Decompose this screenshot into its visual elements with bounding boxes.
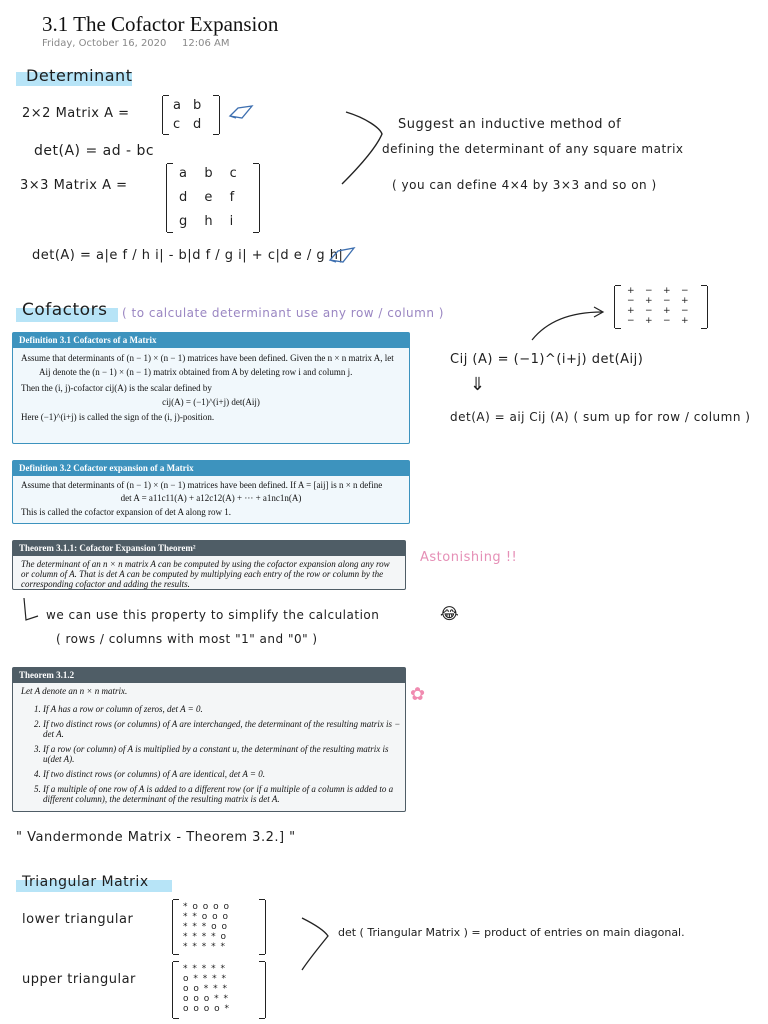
bracket-arrow-icon: [338, 108, 388, 188]
vandermonde-note: " Vandermonde Matrix - Theorem 3.2.] ": [16, 830, 296, 845]
bracket-arrow-icon: [298, 914, 332, 974]
m3-i: i: [229, 214, 234, 229]
sign: +: [627, 306, 635, 316]
sign: −: [663, 296, 671, 306]
curved-arrow-icon: [528, 304, 608, 344]
theorem-item: 3. If a row (or column) of A is multiplied by a constant u, the determinant of the resulting matrix is u(det A).: [43, 744, 405, 764]
definition-3-1: [12, 332, 410, 444]
definition-title: Definition 3.1 Cofactors of a Matrix: [13, 333, 409, 348]
sign: +: [681, 296, 689, 306]
m3-a: a: [179, 166, 187, 181]
pen-icon: [328, 246, 356, 264]
matrix-row: * * * * o: [183, 932, 227, 942]
definition-formula: cij(A) = (−1)^(i+j) det(Aij): [162, 397, 260, 407]
note-inductive-3: ( you can define 4×4 by 3×3 and so on ): [392, 178, 657, 192]
section-heading-determinant: Determinant: [26, 66, 133, 85]
matrix-row: o * * * *: [183, 974, 227, 984]
m3-h: h: [204, 214, 213, 229]
sign: −: [645, 306, 653, 316]
m3-g: g: [179, 214, 188, 229]
sign: −: [627, 296, 635, 306]
cofactors-note: ( to calculate determinant use any row / column ): [122, 306, 444, 320]
sign: +: [681, 316, 689, 326]
lower-triangular-label: lower triangular: [22, 912, 134, 927]
section-heading-cofactors: Cofactors: [22, 300, 108, 320]
m3-e: e: [204, 190, 213, 205]
theorem-item: 4. If two distinct rows (or columns) of A are identical, det A = 0.: [43, 769, 405, 779]
matrix-row: o o * * *: [183, 984, 228, 994]
sign: +: [663, 286, 671, 296]
definition-formula: det A = a11c11(A) + a12c12(A) + ··· + a1nc1n(A): [120, 493, 302, 503]
triangular-result: det ( Triangular Matrix ) = product of entries on main diagonal.: [338, 926, 685, 939]
upper-triangular-matrix: [172, 962, 266, 1018]
det2-formula: det(A) = ad - bc: [34, 143, 155, 159]
sign: −: [645, 286, 653, 296]
definition-text: Here (−1)^(i+j) is called the sign of the (i, j)-position.: [21, 412, 215, 422]
sign: −: [627, 316, 635, 326]
matrix-3x3: [166, 164, 260, 232]
matrix-2x2: [162, 96, 220, 134]
matrix-row: * * * * *: [183, 964, 226, 974]
theorem-3-1-2: [12, 667, 406, 812]
flower-icon: ✿: [410, 684, 426, 705]
theorem-3-1-1: [12, 540, 406, 590]
laughing-emoji-icon: 😂: [440, 604, 460, 623]
m3-f: f: [229, 190, 235, 205]
sign: +: [663, 306, 671, 316]
sign: +: [645, 316, 653, 326]
note-inductive-2: defining the determinant of any square matrix: [382, 142, 684, 156]
matrix3-label: 3×3 Matrix A =: [20, 178, 128, 193]
theorem-item: 1. If A has a row or column of zeros, det A = 0.: [43, 704, 405, 714]
page-title: 3.1 The Cofactor Expansion: [42, 12, 279, 36]
matrix-row: * * o o o: [183, 912, 229, 922]
definition-text: Assume that determinants of (n − 1) × (n − 1) matrices have been defined. If A = [aij] is n × n define: [21, 480, 383, 490]
usage-note-1: we can use this property to simplify the calculation: [46, 608, 380, 622]
m2-b: b: [193, 98, 202, 113]
matrix-row: * * * * *: [183, 942, 226, 952]
m3-c: c: [229, 166, 237, 181]
theorem-item: 5. If a multiple of one row of A is added to a different row (or if a multiple of a column is added to a different column), the determinant of the resulting matrix is det A.: [43, 784, 405, 804]
theorem-item: 2. If two distinct rows (or columns) of A are interchanged, the determinant of the resulting matrix is − det A.: [43, 719, 405, 739]
sign-matrix: [614, 286, 708, 328]
theorem-title: Theorem 3.1.1: Cofactor Expansion Theorem²: [13, 541, 405, 556]
definition-3-2: [12, 460, 410, 524]
definition-text: Aij denote the (n − 1) × (n − 1) matrix obtained from A by deleting row i and column j.: [39, 367, 353, 377]
m2-d: d: [193, 117, 202, 132]
det3-formula: det(A) = a|e f / h i| - b|d f / g i| + c|d e / g h|: [32, 248, 344, 263]
cofactor-formula: Cij (A) = (−1)^(i+j) det(Aij): [450, 352, 644, 367]
note-date: Friday, October 16, 2020: [42, 38, 167, 49]
section-heading-triangular: Triangular Matrix: [22, 874, 149, 890]
theorem-list: [13, 704, 405, 804]
m3-d: d: [179, 190, 188, 205]
definition-text: Assume that determinants of (n − 1) × (n − 1) matrices have been defined. Given the n × n matrix A, let: [21, 353, 394, 363]
matrix-row: * * * o o: [183, 922, 228, 932]
theorem-intro: Let A denote an n × n matrix.: [21, 686, 128, 696]
definition-text: Then the (i, j)-cofactor cij(A) is the scalar defined by: [21, 383, 212, 393]
sign: +: [645, 296, 653, 306]
pen-icon: [228, 104, 254, 120]
det-sum-formula: det(A) = aij Cij (A) ( sum up for row / column ): [450, 410, 751, 424]
note-inductive-1: Suggest an inductive method of: [398, 117, 622, 132]
matrix2-label: 2×2 Matrix A =: [22, 106, 130, 121]
matrix-row: o o o * *: [183, 994, 229, 1004]
theorem-text: The determinant of an n × n matrix A can be computed by using the cofactor expansion along any row or column of A. That is det A can be computed by multiplying each entry of the row or column by the corresponding cofactor and adding the results.: [21, 559, 390, 589]
astonishing-comment: Astonishing !!: [420, 550, 518, 565]
matrix-row: * o o o o: [183, 902, 230, 912]
definition-text: This is called the cofactor expansion of det A along row 1.: [21, 507, 231, 517]
down-arrow-icon: ⇓: [470, 374, 486, 395]
m2-c: c: [173, 117, 181, 132]
upper-triangular-label: upper triangular: [22, 972, 136, 987]
m3-b: b: [204, 166, 213, 181]
sign: −: [663, 316, 671, 326]
definition-title: Definition 3.2 Cofactor expansion of a Matrix: [13, 461, 409, 476]
m2-a: a: [173, 98, 181, 113]
sign: +: [627, 286, 635, 296]
matrix-row: o o o o *: [183, 1004, 230, 1014]
arrow-icon: [20, 596, 42, 626]
usage-note-2: ( rows / columns with most "1" and "0" ): [56, 632, 318, 646]
lower-triangular-matrix: [172, 900, 266, 954]
note-time: 12:06 AM: [182, 38, 230, 49]
sign: −: [681, 286, 689, 296]
sign: −: [681, 306, 689, 316]
theorem-title: Theorem 3.1.2: [13, 668, 405, 683]
